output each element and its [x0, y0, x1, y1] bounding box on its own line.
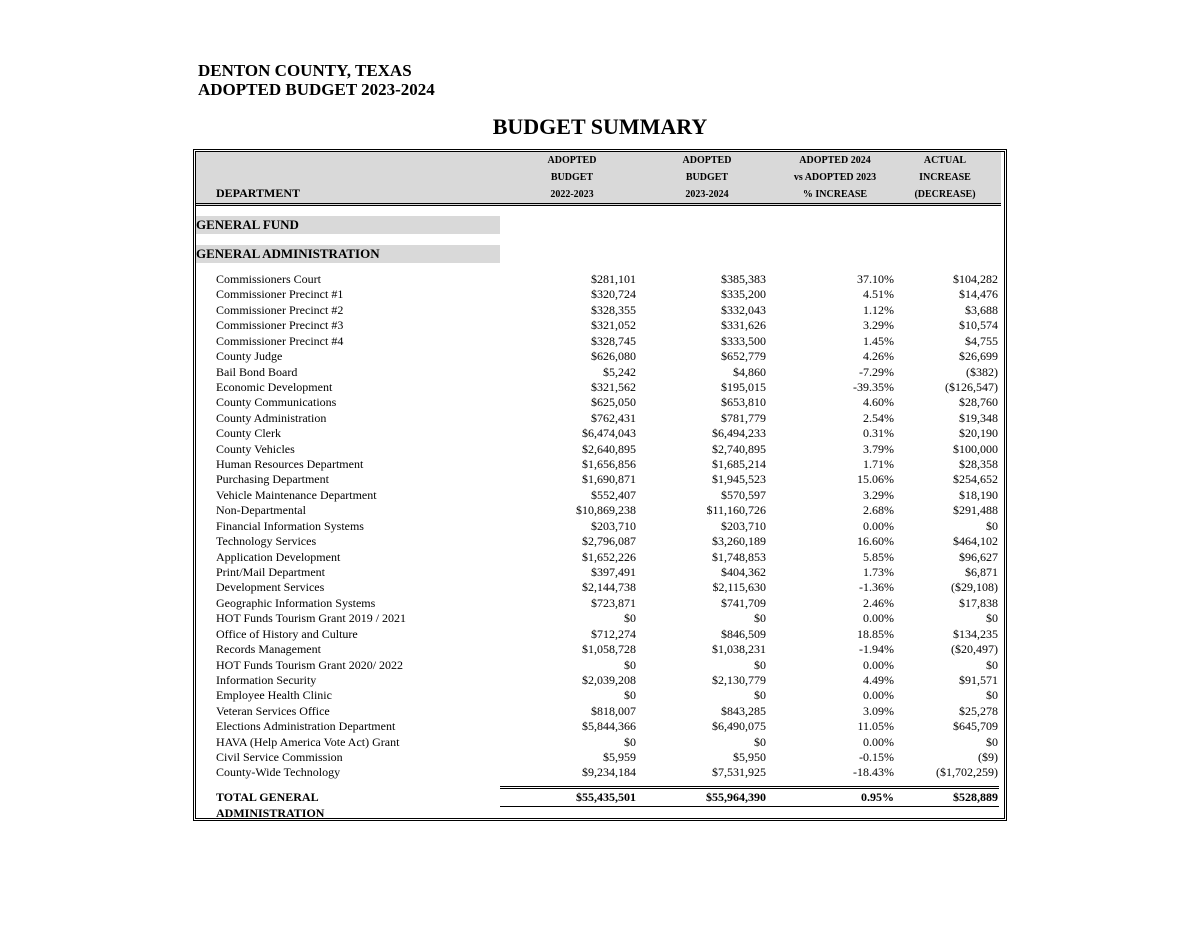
actual-increase-value: $25,278 [959, 703, 998, 718]
header-line: BUDGET [685, 172, 729, 183]
department-name: Print/Mail Department [216, 564, 325, 579]
percent-increase-value: 2.68% [863, 503, 894, 518]
actual-increase-value: $19,348 [959, 410, 998, 425]
department-name: Information Security [216, 672, 317, 687]
adopted-2023-2024-value: $652,779 [721, 349, 766, 364]
column-header-band [196, 152, 1001, 206]
percent-increase-value: 3.29% [863, 318, 894, 333]
percent-increase-value: 11.05% [857, 719, 894, 734]
header-line: ADOPTED 2024 [799, 155, 871, 166]
adopted-2022-2023-value: $2,796,087 [582, 534, 636, 549]
actual-increase-value: $0 [986, 611, 998, 626]
percent-increase-value: 0.00% [863, 518, 894, 533]
percent-increase-value: 4.60% [863, 395, 894, 410]
percent-increase-value: 5.85% [863, 549, 894, 564]
percent-increase-value: 2.54% [863, 410, 894, 425]
department-name: HAVA (Help America Vote Act) Grant [216, 734, 400, 749]
percent-increase-value: 0.00% [863, 734, 894, 749]
adopted-2022-2023-value: $6,474,043 [582, 426, 636, 441]
percent-increase-value: 2.46% [863, 595, 894, 610]
adopted-2023-2024-value: $1,748,853 [712, 549, 766, 564]
percent-increase-value: 0.31% [863, 426, 894, 441]
adopted-2023-2024-value: $1,038,231 [712, 642, 766, 657]
total-label: TOTAL GENERAL ADMINISTRATION [216, 790, 325, 820]
percent-increase-value: 4.49% [863, 672, 894, 687]
department-name: County Judge [216, 349, 283, 364]
adopted-2023-2024-value: $4,860 [733, 364, 766, 379]
actual-increase-value: $4,755 [965, 333, 998, 348]
adopted-2022-2023-value: $1,656,856 [582, 457, 636, 472]
adopted-2022-2023-value: $818,007 [591, 703, 636, 718]
actual-increase-value: $104,282 [953, 272, 998, 286]
department-name: Application Development [216, 549, 341, 564]
adopted-2022-2023-value: $2,144,738 [582, 580, 636, 595]
department-name: County Administration [216, 410, 327, 425]
percent-increase-value: 4.26% [863, 349, 894, 364]
adopted-2022-2023-value: $10,869,238 [576, 503, 636, 518]
general-fund-section: GENERAL FUND [196, 216, 500, 234]
department-name: Office of History and Culture [216, 626, 358, 641]
adopted-2022-2023-value: $5,959 [603, 750, 636, 765]
percent-increase-value: 18.85% [857, 626, 894, 641]
actual-increase-value: ($29,108) [951, 580, 998, 595]
percent-increase-value: 37.10% [857, 272, 894, 286]
department-name: Technology Services [216, 534, 317, 549]
department-name: Records Management [216, 642, 321, 657]
adopted-2023-2024-value: $335,200 [721, 287, 766, 302]
percent-increase-value: 4.51% [863, 287, 894, 302]
actual-increase-value: $10,574 [959, 318, 998, 333]
department-name: Development Services [216, 580, 325, 595]
percent-increase-value: 16.60% [857, 534, 894, 549]
department-name: Elections Administration Department [216, 719, 396, 734]
department-name: Geographic Information Systems [216, 595, 376, 610]
department-name: Financial Information Systems [216, 518, 364, 533]
adopted-2022-2023-value: $762,431 [591, 410, 636, 425]
actual-increase-value: $0 [986, 657, 998, 672]
header-line: ACTUAL [923, 155, 967, 166]
adopted-2023-2024-value: $0 [754, 657, 766, 672]
percent-increase-value: -1.94% [859, 642, 894, 657]
department-name: Employee Health Clinic [216, 688, 332, 703]
adopted-2023-2024-value: $846,509 [721, 626, 766, 641]
percent-increase-value: 1.12% [863, 302, 894, 317]
department-name: Commissioners Court [216, 272, 322, 286]
adopted-2022-2023-value: $0 [624, 611, 636, 626]
adopted-2023-2024-value: $203,710 [721, 518, 766, 533]
percent-increase-value: 15.06% [857, 472, 894, 487]
department-name: County Clerk [216, 426, 281, 441]
adopted-2022-2023-value: $328,355 [591, 302, 636, 317]
adopted-2023-2024-value: $653,810 [721, 395, 766, 410]
percent-increase-column-header [778, 152, 892, 203]
adopted-2023-2024-value: $741,709 [721, 595, 766, 610]
adopted-2023-2024-value: $781,779 [721, 410, 766, 425]
percent-increase-value: 1.73% [863, 564, 894, 579]
department-name: County Communications [216, 395, 337, 410]
adopted-2023-2024-column-header [657, 152, 757, 203]
adopted-2023-2024-value: $1,685,214 [712, 457, 766, 472]
actual-increase-value: ($1,702,259) [936, 765, 998, 780]
department-name: Economic Development [216, 379, 333, 394]
adopted-2022-2023-value: $9,234,184 [582, 765, 636, 780]
adopted-2022-2023-value: $281,101 [591, 272, 636, 286]
actual-increase-value: $0 [986, 734, 998, 749]
percent-increase-value: 3.09% [863, 703, 894, 718]
adopted-2022-2023-value: $0 [624, 688, 636, 703]
adopted-2023-2024-value: $2,130,779 [712, 672, 766, 687]
total-adopted-2022-2023: $55,435,501 [576, 790, 636, 804]
department-name: Bail Bond Board [216, 364, 298, 379]
adopted-2023-2024-value: $6,490,075 [712, 719, 766, 734]
actual-increase-value: $0 [986, 518, 998, 533]
adopted-2022-2023-value: $1,652,226 [582, 549, 636, 564]
actual-increase-value: $17,838 [959, 595, 998, 610]
page-title: BUDGET SUMMARY [492, 114, 708, 139]
adopted-2022-2023-value: $321,052 [591, 318, 636, 333]
adopted-2023-2024-value: $331,626 [721, 318, 766, 333]
general-administration-section: GENERAL ADMINISTRATION [196, 245, 500, 263]
adopted-2022-2023-value: $625,050 [591, 395, 636, 410]
department-name: County Vehicles [216, 441, 295, 456]
adopted-2022-2023-value: $320,724 [591, 287, 636, 302]
header-line: INCREASE [919, 172, 971, 183]
adopted-2022-2023-value: $0 [624, 734, 636, 749]
actual-increase-value: $254,652 [953, 472, 998, 487]
adopted-2023-2024-value: $2,115,630 [712, 580, 766, 595]
adopted-2022-2023-value: $5,844,366 [582, 719, 636, 734]
actual-increase-value: ($20,497) [951, 642, 998, 657]
department-name: Veteran Services Office [216, 703, 330, 718]
total-rule-bottom [500, 806, 999, 807]
adopted-2023-2024-value: $5,950 [733, 750, 766, 765]
actual-increase-value: $26,699 [959, 349, 998, 364]
department-name: Commissioner Precinct #1 [216, 287, 344, 302]
adopted-2023-2024-value: $6,494,233 [712, 426, 766, 441]
actual-increase-column-header [900, 152, 990, 203]
adopted-2023-2024-value: $332,043 [721, 302, 766, 317]
adopted-2022-2023-value: $723,871 [591, 595, 636, 610]
header-line: ADOPTED [682, 155, 732, 166]
header-line: 2023-2024 [685, 189, 729, 200]
percent-increase-value: 1.71% [863, 457, 894, 472]
budget-year-heading: ADOPTED BUDGET 2023-2024 [198, 80, 435, 99]
adopted-2023-2024-value: $0 [754, 688, 766, 703]
adopted-2022-2023-value: $321,562 [591, 379, 636, 394]
actual-increase-value: $134,235 [953, 626, 998, 641]
total-adopted-2023-2024: $55,964,390 [706, 790, 766, 804]
department-name: County-Wide Technology [216, 765, 341, 780]
actual-increase-value: $645,709 [953, 719, 998, 734]
adopted-2023-2024-value: $2,740,895 [712, 441, 766, 456]
department-name: Purchasing Department [216, 472, 329, 487]
department-name: Civil Service Commission [216, 750, 343, 765]
adopted-2022-2023-value: $1,058,728 [582, 642, 636, 657]
actual-increase-value: $28,358 [959, 457, 998, 472]
adopted-2023-2024-value: $11,160,726 [706, 503, 766, 518]
actual-increase-value: $20,190 [959, 426, 998, 441]
department-name: Commissioner Precinct #4 [216, 333, 344, 348]
percent-increase-value: -0.15% [859, 750, 894, 765]
department-name: Commissioner Precinct #2 [216, 302, 344, 317]
adopted-2023-2024-value: $0 [754, 734, 766, 749]
header-line: 2022-2023 [550, 189, 594, 200]
percent-increase-value: 3.29% [863, 487, 894, 502]
department-name: Commissioner Precinct #3 [216, 318, 344, 333]
adopted-2022-2023-value: $1,690,871 [582, 472, 636, 487]
header-line: (DECREASE) [914, 189, 976, 200]
adopted-2022-2023-value: $0 [624, 657, 636, 672]
header-line: vs ADOPTED 2023 [793, 172, 877, 183]
adopted-2023-2024-value: $404,362 [721, 564, 766, 579]
actual-increase-value: $464,102 [953, 534, 998, 549]
actual-increase-value: $18,190 [959, 487, 998, 502]
actual-increase-value: $96,627 [959, 549, 998, 564]
adopted-2023-2024-value: $570,597 [721, 487, 766, 502]
percent-increase-value: 0.00% [863, 611, 894, 626]
adopted-2022-2023-column-header [522, 152, 622, 203]
actual-increase-value: ($126,547) [945, 379, 998, 394]
percent-increase-value: 3.79% [863, 441, 894, 456]
actual-increase-value: $28,760 [959, 395, 998, 410]
header-line: BUDGET [550, 172, 594, 183]
actual-increase-value: ($382) [966, 364, 998, 379]
actual-increase-value: $14,476 [959, 287, 998, 302]
adopted-2023-2024-value: $7,531,925 [712, 765, 766, 780]
adopted-2023-2024-value: $385,383 [721, 272, 766, 286]
adopted-2022-2023-value: $5,242 [603, 364, 636, 379]
actual-increase-value: $3,688 [965, 302, 998, 317]
adopted-2022-2023-value: $712,274 [591, 626, 636, 641]
adopted-2023-2024-value: $3,260,189 [712, 534, 766, 549]
county-heading: DENTON COUNTY, TEXAS [198, 61, 412, 80]
total-actual-increase: $528,889 [953, 790, 998, 804]
adopted-2022-2023-value: $2,039,208 [582, 672, 636, 687]
department-name: Vehicle Maintenance Department [216, 487, 377, 502]
adopted-2023-2024-value: $333,500 [721, 333, 766, 348]
department-name: HOT Funds Tourism Grant 2019 / 2021 [216, 611, 407, 626]
adopted-2022-2023-value: $397,491 [591, 564, 636, 579]
actual-increase-value: $6,871 [965, 564, 998, 579]
adopted-2023-2024-value: $0 [754, 611, 766, 626]
total-percent-increase: 0.95% [861, 790, 894, 804]
percent-increase-value: 1.45% [863, 333, 894, 348]
percent-increase-value: -39.35% [853, 379, 894, 394]
department-name: Human Resources Department [216, 457, 364, 472]
actual-increase-value: ($9) [978, 750, 998, 765]
total-rule-top [500, 786, 999, 787]
adopted-2023-2024-value: $1,945,523 [712, 472, 766, 487]
adopted-2023-2024-value: $843,285 [721, 703, 766, 718]
department-name: Non-Departmental [216, 503, 306, 518]
percent-increase-value: 0.00% [863, 688, 894, 703]
adopted-2022-2023-value: $626,080 [591, 349, 636, 364]
header-line: ADOPTED [547, 155, 597, 166]
adopted-2022-2023-value: $552,407 [591, 487, 636, 502]
actual-increase-value: $291,488 [953, 503, 998, 518]
adopted-2022-2023-value: $203,710 [591, 518, 636, 533]
percent-increase-value: -7.29% [859, 364, 894, 379]
percent-increase-value: -1.36% [859, 580, 894, 595]
department-column-header: DEPARTMENT [216, 186, 301, 200]
header-line: % INCREASE [802, 189, 868, 200]
actual-increase-value: $0 [986, 688, 998, 703]
department-name: HOT Funds Tourism Grant 2020/ 2022 [216, 657, 404, 672]
adopted-2022-2023-value: $2,640,895 [582, 441, 636, 456]
percent-increase-value: -18.43% [853, 765, 894, 780]
adopted-2023-2024-value: $195,015 [721, 379, 766, 394]
percent-increase-value: 0.00% [863, 657, 894, 672]
actual-increase-value: $91,571 [959, 672, 998, 687]
actual-increase-value: $100,000 [953, 441, 998, 456]
adopted-2022-2023-value: $328,745 [591, 333, 636, 348]
